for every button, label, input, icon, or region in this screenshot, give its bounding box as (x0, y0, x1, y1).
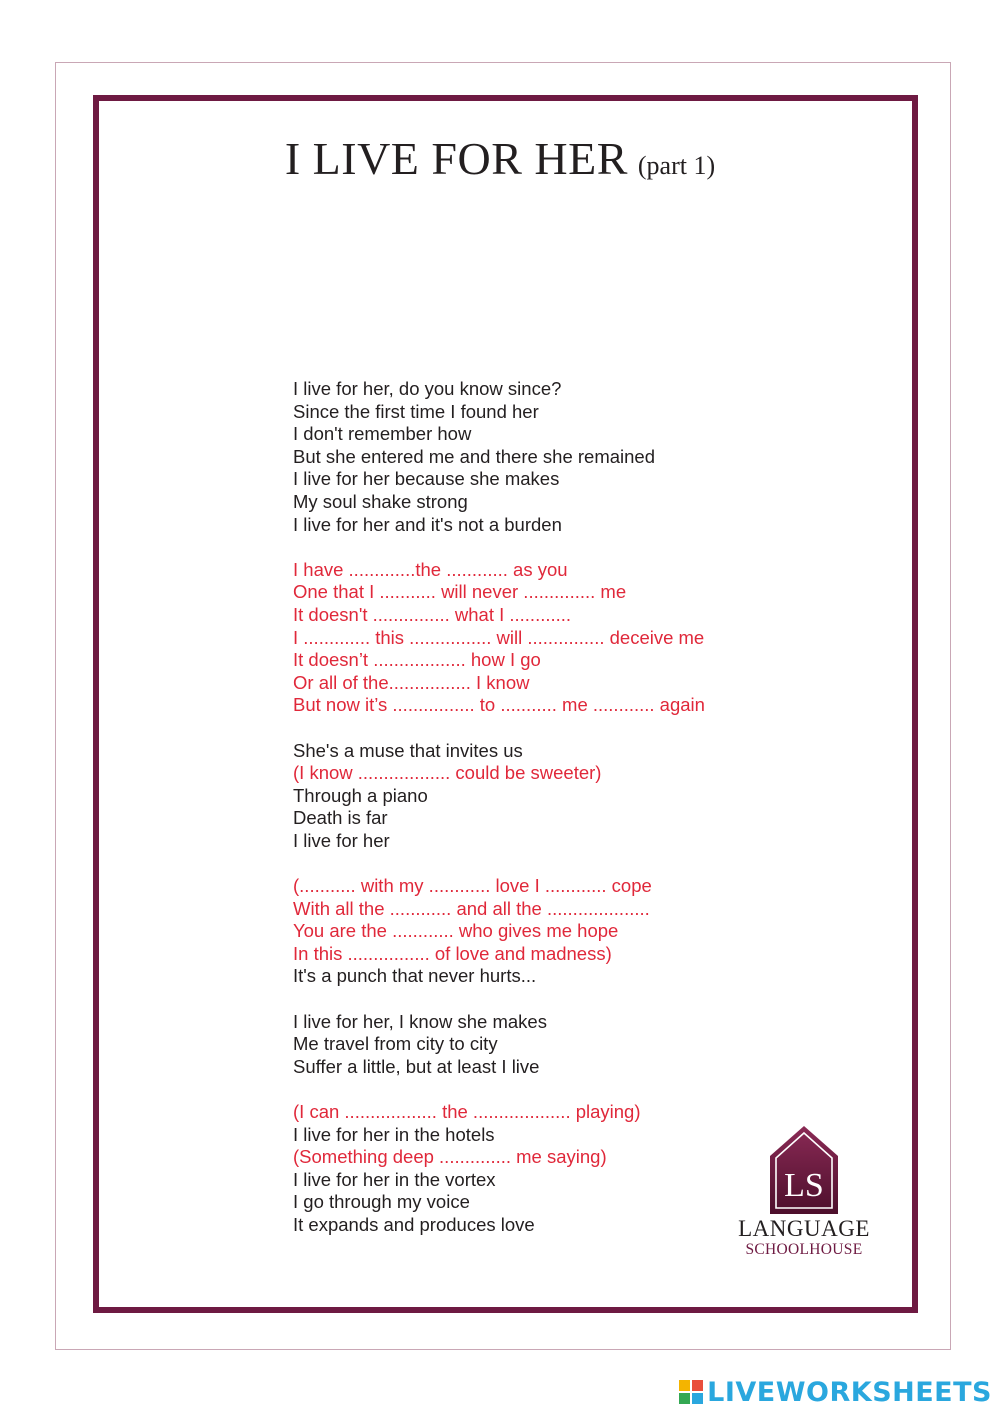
lyric-line: Since the first time I found her (293, 400, 539, 422)
language-schoolhouse-logo (736, 1124, 872, 1264)
fill-in-lyric-line: It doesn't ............... what I ............ (293, 603, 572, 625)
liveworksheets-brand[interactable] (679, 1375, 992, 1409)
lyric-line: I live for her, I know she makes (293, 1010, 547, 1032)
fill-in-lyric-line: In this ................ of love and madness) (293, 942, 612, 964)
lyric-line: I live for her because she makes (293, 468, 560, 490)
title-main: I LIVE FOR HER (284, 133, 628, 184)
fill-in-lyric-line: (I can .................. the ................... playing) (293, 1101, 641, 1122)
lyric-line: I live for her, do you know since? (293, 378, 562, 399)
lyric-line: I live for her and it's not a burden (293, 513, 562, 535)
lyric-line: I live for her in the vortex (293, 1168, 496, 1190)
fill-in-lyric-line: Or all of the................ I know (293, 671, 530, 693)
logo-monogram: LS (784, 1167, 824, 1204)
fill-in-lyric-line: You are the ............ who gives me hope (293, 920, 619, 942)
lyric-line: I live for her in the hotels (293, 1123, 495, 1145)
stanza-gap (293, 717, 763, 740)
stanza-gap (293, 1078, 763, 1101)
lyric-line: Suffer a little, but at least I live (293, 1055, 540, 1077)
fill-in-lyric-line: (Something deep .............. me saying) (293, 1146, 607, 1168)
lyric-line: My soul shake strong (293, 490, 468, 512)
stanza-gap (293, 988, 763, 1011)
fill-in-lyric-line: (I know .................. could be sweeter) (293, 762, 602, 784)
fill-in-lyric-line: (........... with my ............ love I ............ cope (293, 875, 652, 897)
lyric-line: But she entered me and there she remained (293, 445, 656, 467)
logo-text-language: LANGUAGE (738, 1216, 870, 1241)
lyric-line: Me travel from city to city (293, 1033, 498, 1055)
lyric-line: Through a piano (293, 784, 428, 806)
lyric-line: Death is far (293, 807, 388, 829)
liveworksheets-logo-icon (679, 1380, 703, 1404)
fill-in-lyric-line: With all the ............ and all the .................... (293, 897, 650, 919)
lyric-line: It expands and produces love (293, 1213, 535, 1235)
lyric-line: She's a muse that invites us (293, 739, 523, 761)
lyric-line: I go through my voice (293, 1191, 470, 1213)
fill-in-lyric-line: But now it’s ................ to ........... me ............ again (293, 694, 705, 716)
lyric-line: I live for her (293, 829, 390, 851)
lyrics-body (293, 378, 763, 1237)
logo-text-schoolhouse: SCHOOLHOUSE (745, 1241, 863, 1258)
fill-in-lyric-line: I ............. this ................ will ............... deceive me (293, 626, 705, 648)
fill-in-lyric-line: It doesn’t .................. how I go (293, 649, 541, 671)
liveworksheets-wordmark: LIVEWORKSHEETS (707, 1376, 992, 1408)
fill-in-lyric-line: I have .............the ............ as you (293, 558, 568, 580)
lyric-line: It's a punch that never hurts... (293, 965, 537, 987)
stanza-gap (293, 536, 763, 559)
fill-in-lyric-line: One that I ........... will never .............. me (293, 581, 627, 603)
house-logo-icon (768, 1124, 840, 1216)
title-subtitle: (part 1) (637, 151, 716, 180)
stanza-gap (293, 852, 763, 875)
worksheet-title (0, 132, 1000, 185)
lyric-line: I don't remember how (293, 423, 472, 445)
